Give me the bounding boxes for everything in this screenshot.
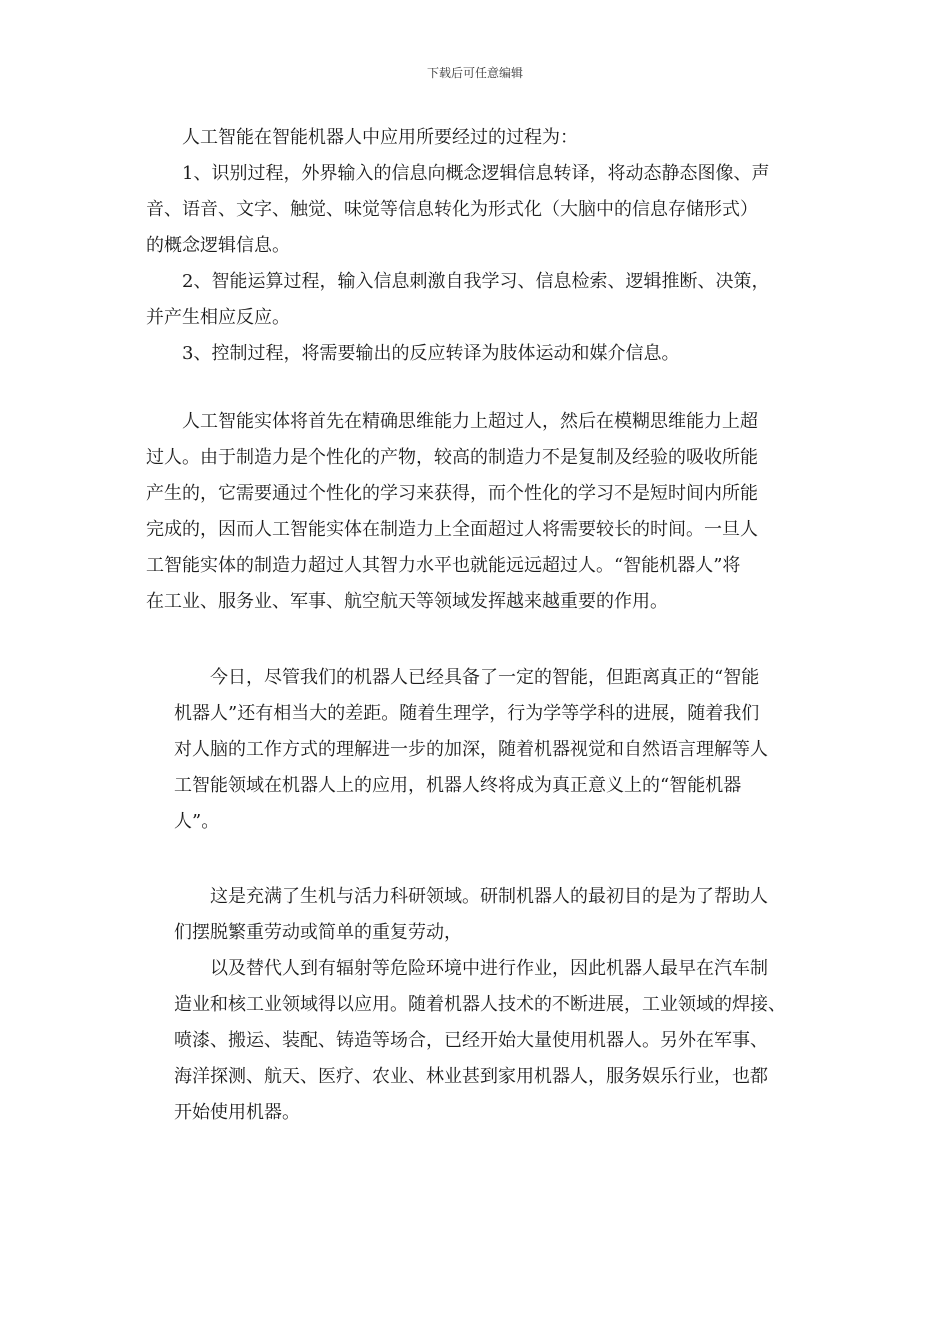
paragraph-ai-entity <box>146 404 758 620</box>
text-line: 人”。 <box>174 811 220 832</box>
text-line: 工智能实体的制造力超过人其智力水平也就能远远超过人。“智能机器人”将 <box>146 555 741 576</box>
text-line: 3、控制过程，将需要输出的反应转译为肢体运动和媒介信息。 <box>182 343 680 364</box>
text-line: 人工智能实体将首先在精确思维能力上超过人，然后在模糊思维能力上超 <box>182 411 758 432</box>
text-line: 人工智能在智能机器人中应用所要经过的过程为： <box>182 127 578 148</box>
text-line: 并产生相应反应。 <box>146 307 290 328</box>
text-line: 机器人”还有相当大的差距。随着生理学，行为学等学科的进展，随着我们 <box>174 703 760 724</box>
text-line: 这是充满了生机与活力科研领域。研制机器人的最初目的是为了帮助人 <box>210 886 768 907</box>
text-line: 们摆脱繁重劳动或简单的重复劳动， <box>174 922 462 943</box>
text-line: 1、识别过程，外界输入的信息向概念逻辑信息转译，将动态静态图像、声 <box>182 163 770 184</box>
text-line: 今日，尽管我们的机器人已经具备了一定的智能，但距离真正的“智能 <box>210 667 760 688</box>
paragraph-robot-today <box>174 660 768 840</box>
text-line: 音、语音、文字、触觉、味觉等信息转化为形式化（大脑中的信息存储形式） <box>146 199 758 220</box>
text-line: 在工业、服务业、军事、航空航天等领域发挥越来越重要的作用。 <box>146 591 668 612</box>
paragraph-research-field <box>174 879 786 1131</box>
text-line: 产生的，它需要通过个性化的学习来获得，而个性化的学习不是短时间内所能 <box>146 483 758 504</box>
text-line: 海洋探测、航天、医疗、农业、林业甚到家用机器人，服务娱乐行业，也都 <box>174 1066 768 1087</box>
text-line: 喷漆、搬运、装配、铸造等场合，已经开始大量使用机器人。另外在军事、 <box>174 1030 768 1051</box>
text-line: 完成的，因而人工智能实体在制造力上全面超过人将需要较长的时间。一旦人 <box>146 519 758 540</box>
text-line: 开始使用机器。 <box>174 1102 300 1123</box>
text-line: 工智能领域在机器人上的应用，机器人终将成为真正意义上的“智能机器 <box>174 775 742 796</box>
text-line: 以及替代人到有辐射等危险环境中进行作业，因此机器人最早在汽车制 <box>210 958 768 979</box>
text-line: 过人。由于制造力是个性化的产物，较高的制造力不是复制及经验的吸收所能 <box>146 447 758 468</box>
text-line: 对人脑的工作方式的理解进一步的加深，随着机器视觉和自然语言理解等人 <box>174 739 768 760</box>
paragraph-ai-process <box>146 120 769 372</box>
page-header-note: 下载后可任意编辑 <box>426 66 523 80</box>
text-line: 2、智能运算过程，输入信息刺激自我学习、信息检索、逻辑推断、决策， <box>182 271 770 292</box>
text-line: 的概念逻辑信息。 <box>146 235 290 256</box>
text-line: 造业和核工业领域得以应用。随着机器人技术的不断进展，工业领域的焊接、 <box>174 994 786 1015</box>
